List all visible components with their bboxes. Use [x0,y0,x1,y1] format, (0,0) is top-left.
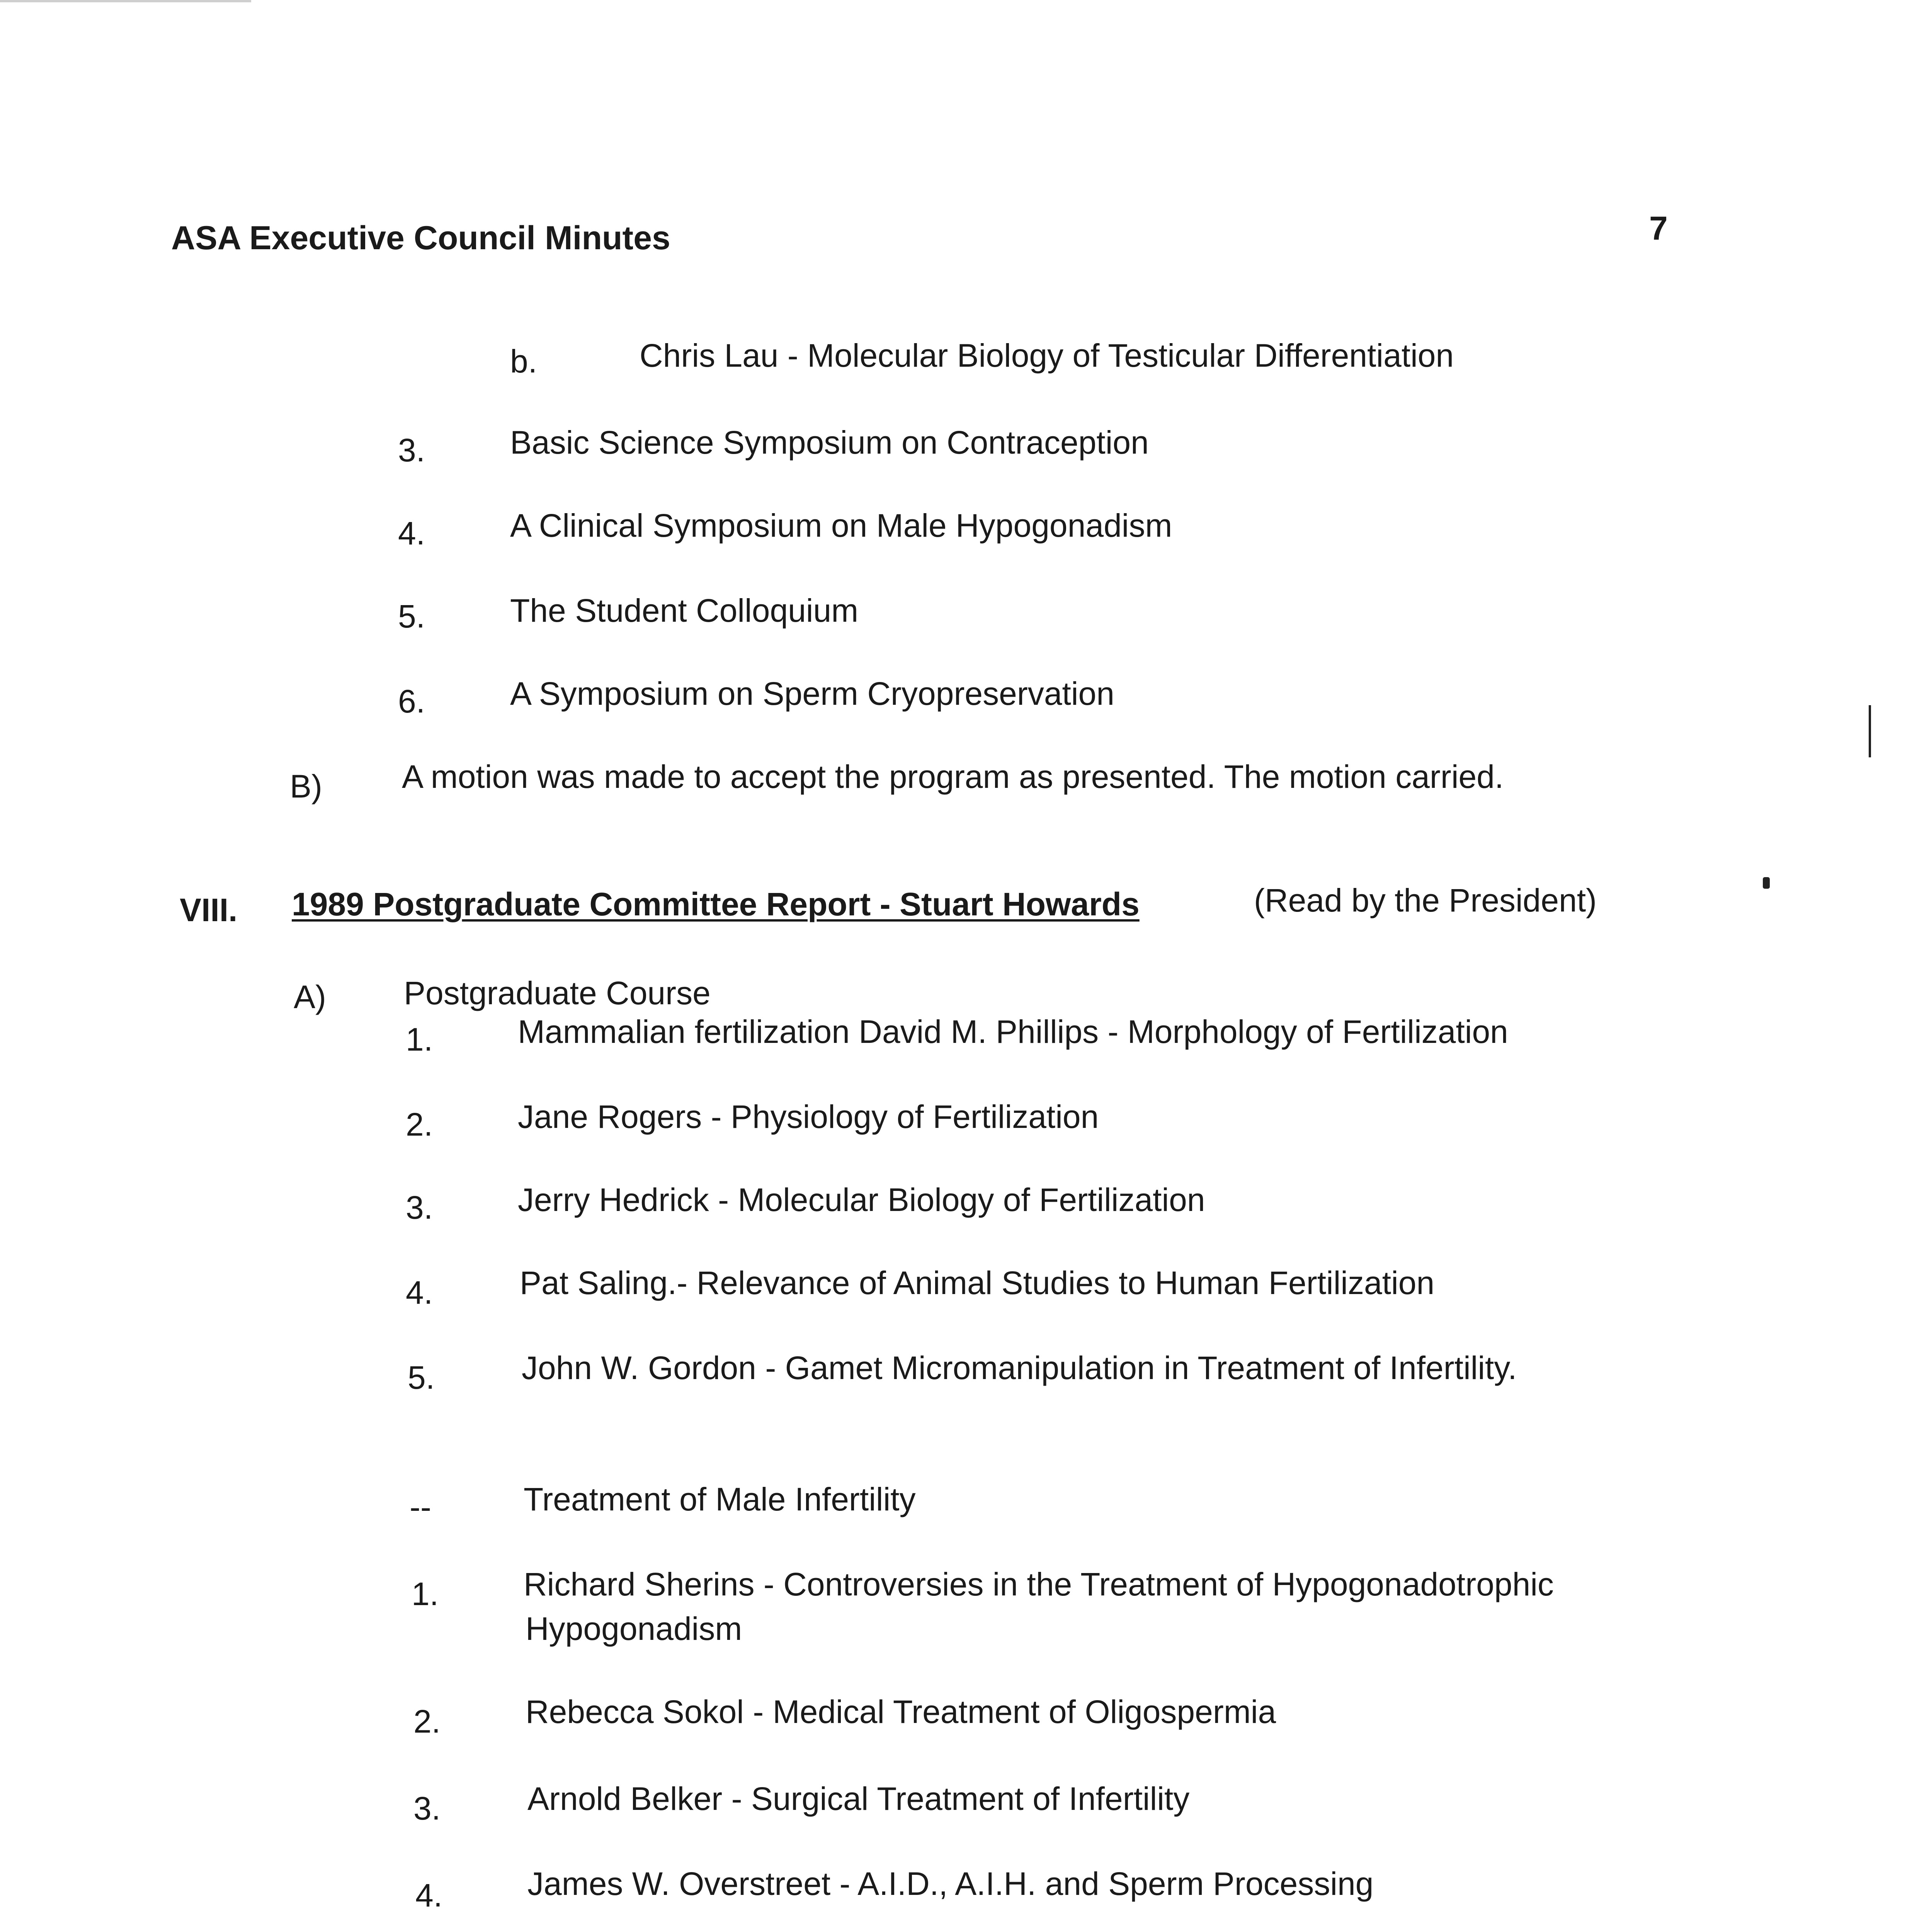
list-item-text: Mammalian fertilization David M. Phillips - Morphology of Fertilization [518,1014,1508,1050]
section-title-suffix: (Read by the President) [1254,882,1597,918]
list-item-text: Basic Science Symposium on Contraception [510,424,1149,461]
list-item-number: 5. [408,1359,435,1396]
subheading-dash: -- [410,1489,431,1525]
item-b-label: b. [510,343,538,379]
list-item-text: The Student Colloquium [510,592,859,629]
list-item-number: 2. [406,1106,433,1143]
list-item-number: 3. [406,1189,433,1226]
list-item-text: A Clinical Symposium on Male Hypogonadism [510,507,1172,544]
list-item-text: Richard Sherins - Controversies in the Treatment of Hypogonadotrophic [524,1566,1554,1602]
list-item-number: 4. [415,1877,443,1913]
list-item-number: 5. [398,598,425,634]
list-item-text: Rebecca Sokol - Medical Treatment of Oligospermia [526,1694,1276,1730]
list-item-text: Arnold Belker - Surgical Treatment of Infertility [527,1781,1190,1817]
list-item-text: A Symposium on Sperm Cryopreservation [510,675,1114,712]
page-number: 7 [1649,210,1668,247]
list-item-text: Jerry Hedrick - Molecular Biology of Fertilization [518,1182,1205,1218]
list-item-text: John W. Gordon - Gamet Micromanipulation in Treatment of Infertility. [522,1350,1517,1386]
motion-label: B) [290,768,322,804]
part-a-heading: Postgraduate Course [404,975,711,1011]
list-item-number: 2. [413,1703,441,1740]
list-item-text: Pat Saling.- Relevance of Animal Studies to Human Fertilization [520,1265,1435,1301]
scan-mark-speck [1763,877,1770,889]
list-item-number: 4. [406,1274,433,1311]
list-item-text: James W. Overstreet - A.I.D., A.I.H. and Sperm Processing [527,1866,1374,1902]
section-numeral: VIII. [180,892,238,928]
list-item-number: 4. [398,515,425,551]
section-title: 1989 Postgraduate Committee Report - Stuart Howards [292,886,1140,922]
scan-edge [0,0,251,2]
scan-mark-line [1869,705,1871,757]
document-title: ASA Executive Council Minutes [171,219,670,257]
list-item-number: 3. [413,1790,441,1827]
list-item-number: 1. [406,1021,433,1058]
list-item-number: 3. [398,432,425,468]
item-b-text: Chris Lau - Molecular Biology of Testicular Differentiation [640,337,1454,374]
list-item-number: 6. [398,683,425,719]
part-a-label: A) [294,979,326,1015]
subheading-text: Treatment of Male Infertility [524,1481,916,1517]
list-item-text-continued: Hypogonadism [526,1611,742,1647]
motion-text: A motion was made to accept the program as presented. The motion carried. [402,759,1504,795]
list-item-text: Jane Rogers - Physiology of Fertilization [518,1099,1099,1135]
list-item-number: 1. [412,1576,439,1612]
